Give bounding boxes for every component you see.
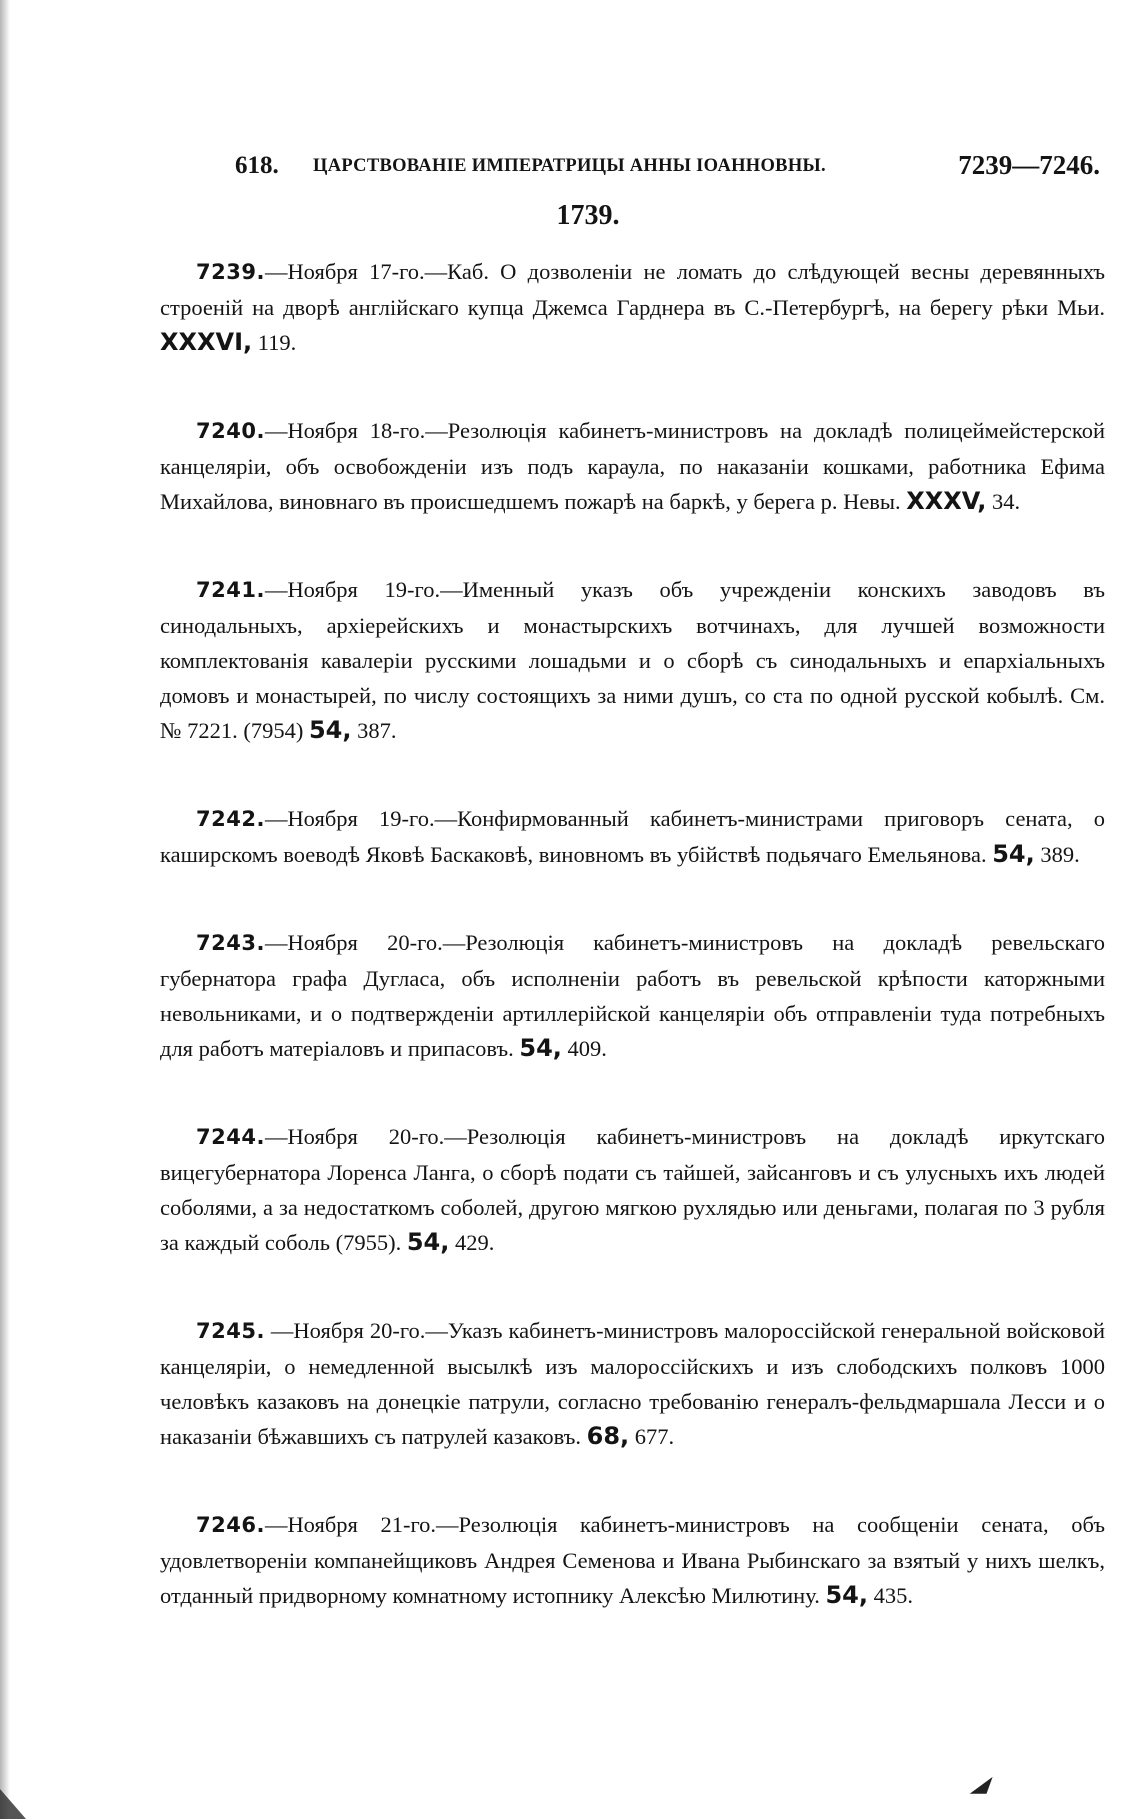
entry-text: —Ноября 20-го.—Резолюція кабинетъ-министровъ на докладѣ ревельскаго губернатора графа Дугласа, объ исполненіи работъ въ ревельской крѣпости каторжными невольниками, и о подтвержденіи артиллерійской канцеляріи объ отправленіи туда потребныхъ для работъ матеріаловъ и припасовъ. [160,930,1105,1061]
running-header [235,152,1100,192]
entry-page-ref: 677. [629,1424,675,1449]
entry-number: 7246. [196,1513,265,1537]
entry [160,1313,1105,1454]
entry-volume-ref: 54, [308,716,352,744]
entry-page-ref: 387. [351,718,397,743]
entry-text: —Ноября 20-го.—Указъ кабинетъ-министровъ малороссійской генеральной войсковой канцеляріи, о немедленной высылкѣ изъ малороссійскихъ и изъ слободскихъ полковъ 1000 человѣкъ казаковъ на донецкіе патрули, согласно требованію генералъ-фельдмаршала Лесси и о наказаніи бѣжавшихъ съ патрулей казаковъ. [160,1318,1105,1449]
entry [160,1119,1105,1260]
entry-text: —Ноября 21-го.—Резолюція кабинетъ-министровъ на сообщеніи сената, объ удовлетвореніи компанейщиковъ Андрея Семенова и Ивана Рыбинскаго за взятый у нихъ шелкъ, отданный придворному комнатному истопнику Алексѣю Милютину. [160,1512,1105,1608]
entry-text: —Ноября 19-го.—Конфирмованный кабинетъ-министрами приговоръ сената, о каширскомъ воеводѣ Яковѣ Баскаковѣ, виновномъ въ убійствѣ подьячаго Емельянова. [160,806,1105,867]
entry-volume-ref: 54, [519,1034,562,1062]
entry [160,572,1105,748]
entry-text: —Ноября 17-го.—Каб. О дозволеніи не ломать до слѣдующей весны деревянныхъ строеній на дворѣ англійскаго купца Джемса Гарднера въ С.-Петербургѣ, на берегу рѣки Мьи. [160,259,1105,320]
entry-page-ref: 409. [561,1036,607,1061]
scan-corner-mark [0,1789,26,1819]
entry-page-ref: 34. [986,489,1021,514]
year-heading: 1739. [556,200,620,231]
entry [160,801,1105,872]
entry-page-ref: 435. [867,1583,913,1608]
entry-volume-ref: 54, [825,1581,868,1609]
entry-number: 7240. [196,419,265,443]
page-number: 618. [235,152,279,179]
entry-volume-ref: 54, [406,1228,450,1256]
entry [160,413,1105,519]
entry-volume-ref: XXXV, [906,487,987,515]
entry-text: —Ноября 19-го.—Именный указъ объ учрежденіи конскихъ заводовъ въ синодальныхъ, архіерейскихъ и монастырскихъ вотчинахъ, для лучшей возможности комплектованія кавалеріи русскими лошадьми и о сборѣ съ синодальныхъ и епархіальныхъ домовъ и монастырей, по числу состоящихъ за ними душъ, со ста по одной русской кобылѣ. См. № 7221. (7954) [160,577,1105,743]
scan-smudge-mark: ◢ [968,1772,995,1797]
entry-number: 7244. [196,1125,265,1149]
entry-page-ref: 389. [1034,842,1080,867]
entry-text: —Ноября 18-го.—Резолюція кабинетъ-министровъ на докладѣ полицеймейстерской канцеляріи, объ освобожденіи изъ подъ караула, по наказаніи кошками, работника Ефима Михайлова, виновнаго въ происшедшемъ пожарѣ на баркѣ, у берега р. Невы. [160,418,1105,514]
entry-page-ref: 119. [252,330,297,355]
entry-number: 7239. [196,260,265,284]
entry-number: 7241. [196,578,265,602]
entry-number: 7243. [196,931,265,955]
entries-list [160,254,1105,1666]
entry-text: —Ноября 20-го.—Резолюція кабинетъ-министровъ на докладѣ иркутскаго вицегубернатора Лоренса Ланга, о сборѣ подати съ тайшей, зайсанговъ и съ улусныхъ ихъ людей соболями, а за недостаткомъ соболей, другою мягкою рухлядью или деньгами, полагая по 3 рубля за каждый соболь (7955). [160,1124,1105,1255]
entry-volume-ref: XXXVI, [160,328,253,356]
entry [160,1507,1105,1613]
entry [160,254,1105,360]
entry-volume-ref: 54, [992,840,1035,868]
entry-number: 7245. [196,1319,265,1343]
entry-page-ref: 429. [449,1230,495,1255]
entry-number: 7242. [196,807,265,831]
entry-volume-ref: 68, [586,1422,630,1450]
entry [160,925,1105,1066]
reign-title: ЦАРСТВОВАНІЕ ИМПЕРАТРИЦЫ АННЫ ІОАННОВНЫ. [313,156,826,176]
scan-shadow-left [0,0,10,1819]
entry-range: 7239—7246. [958,150,1100,180]
